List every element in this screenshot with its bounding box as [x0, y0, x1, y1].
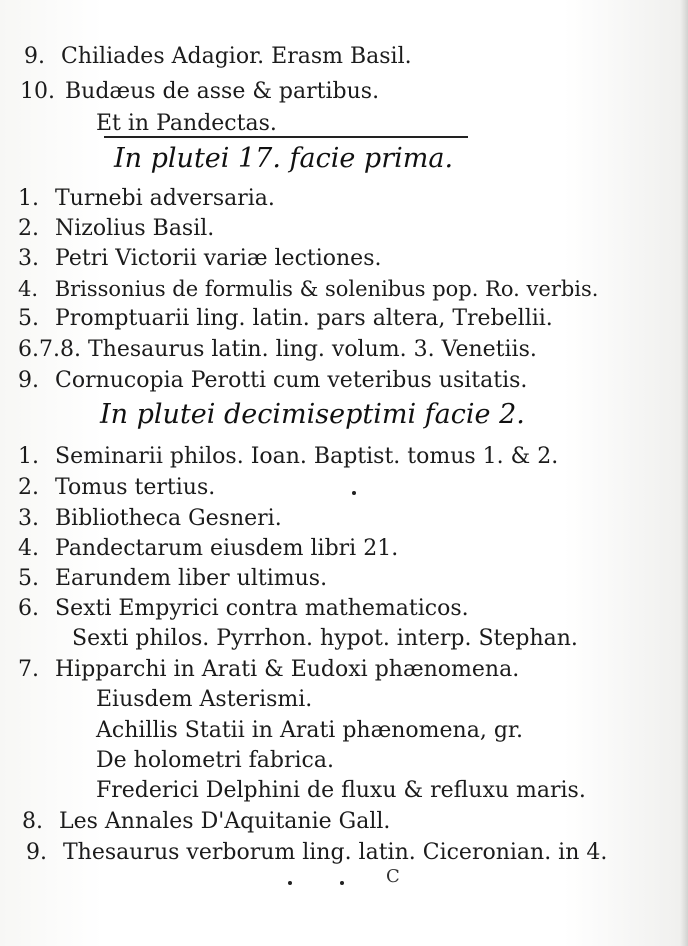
list-item — [26, 840, 607, 866]
entry-text: Thesaurus latin. ling. volum. 3. Venetiis. — [87, 337, 537, 362]
list-item — [20, 79, 379, 105]
entry-number: 9. — [18, 368, 39, 393]
entry-number: 9. — [26, 840, 47, 865]
list-item — [18, 216, 214, 242]
entry-text: De holometri fabrica. — [96, 748, 334, 773]
entry-text: Frederici Delphini de fluxu & refluxu maris. — [96, 778, 586, 803]
signature-mark: C — [386, 866, 400, 887]
entry-text: Eiusdem Asterismi. — [96, 687, 313, 712]
entry-number: 7. — [18, 657, 39, 682]
list-item — [96, 718, 523, 744]
ink-speck — [340, 881, 344, 885]
entry-number: 2. — [18, 216, 39, 241]
entry-number: 9. — [24, 44, 45, 69]
section-heading: In plutei decimiseptimi facie 2. — [100, 399, 525, 430]
entry-text: Hipparchi in Arati & Eudoxi phænomena. — [55, 657, 520, 682]
list-item — [18, 506, 282, 532]
list-item — [24, 44, 412, 70]
list-item — [18, 566, 327, 592]
entry-text: Cornucopia Perotti cum veteribus usitatis. — [55, 368, 528, 393]
list-item — [18, 276, 598, 302]
entry-text: Budæus de asse & partibus. — [65, 79, 380, 104]
entry-text: Bibliotheca Gesneri. — [55, 506, 282, 531]
section-rule — [104, 136, 468, 138]
list-item — [18, 368, 527, 394]
entry-text: Les Annales D'Aquitanie Gall. — [59, 809, 391, 834]
entry-text: Promptuarii ling. latin. pars altera, Trebellii. — [55, 306, 553, 331]
entry-number: 10. — [20, 79, 55, 104]
list-item — [96, 748, 334, 774]
page-edge-shadow — [680, 0, 688, 946]
entry-number: 4. — [18, 277, 39, 301]
entry-text: Pandectarum eiusdem libri 21. — [55, 536, 399, 561]
entry-text: Brissonius de formulis & solenibus pop. Ro. verbis. — [54, 277, 599, 301]
entry-number: 4. — [18, 536, 39, 561]
entry-number: 1. — [18, 444, 39, 469]
entry-number: 6.7.8. — [18, 337, 81, 362]
list-item — [96, 111, 277, 137]
list-item — [18, 246, 382, 272]
entry-text: Chiliades Adagior. Erasm Basil. — [61, 44, 412, 69]
entry-number: 8. — [22, 809, 43, 834]
section-heading: In plutei 17. facie prima. — [114, 143, 454, 174]
entry-text: Petri Victorii variæ lectiones. — [55, 246, 382, 271]
entry-number: 6. — [18, 596, 39, 621]
ink-speck — [288, 881, 292, 885]
list-item — [18, 657, 519, 683]
entry-text: Thesaurus verborum ling. latin. Ciceronian. in 4. — [63, 840, 608, 865]
entry-text: Sexti Empyrici contra mathematicos. — [55, 596, 469, 621]
entry-text: Achillis Statii in Arati phænomena, gr. — [96, 718, 524, 743]
list-item — [72, 626, 578, 652]
entry-text: Et in Pandectas. — [96, 111, 277, 136]
list-item — [18, 475, 215, 501]
entry-number: 3. — [18, 246, 39, 271]
entry-number: 5. — [18, 306, 39, 331]
entry-number: 5. — [18, 566, 39, 591]
entry-number: 1. — [18, 186, 39, 211]
list-item — [18, 536, 398, 562]
list-item — [18, 444, 558, 470]
list-item — [22, 809, 390, 835]
list-item — [18, 337, 537, 363]
entry-text: Turnebi adversaria. — [55, 186, 275, 211]
entry-text: Tomus tertius. — [55, 475, 216, 500]
ink-speck — [352, 491, 356, 495]
list-item — [18, 596, 469, 622]
list-item — [18, 186, 275, 212]
entry-text: Earundem liber ultimus. — [55, 566, 328, 591]
entry-number: 2. — [18, 475, 39, 500]
entry-text: Sexti philos. Pyrrhon. hypot. interp. Stephan. — [72, 626, 578, 651]
list-item — [18, 306, 553, 332]
list-item — [96, 778, 586, 804]
entry-text: Nizolius Basil. — [55, 216, 215, 241]
list-item — [96, 687, 312, 713]
entry-text: Seminarii philos. Ioan. Baptist. tomus 1. & 2. — [55, 444, 559, 469]
entry-number: 3. — [18, 506, 39, 531]
